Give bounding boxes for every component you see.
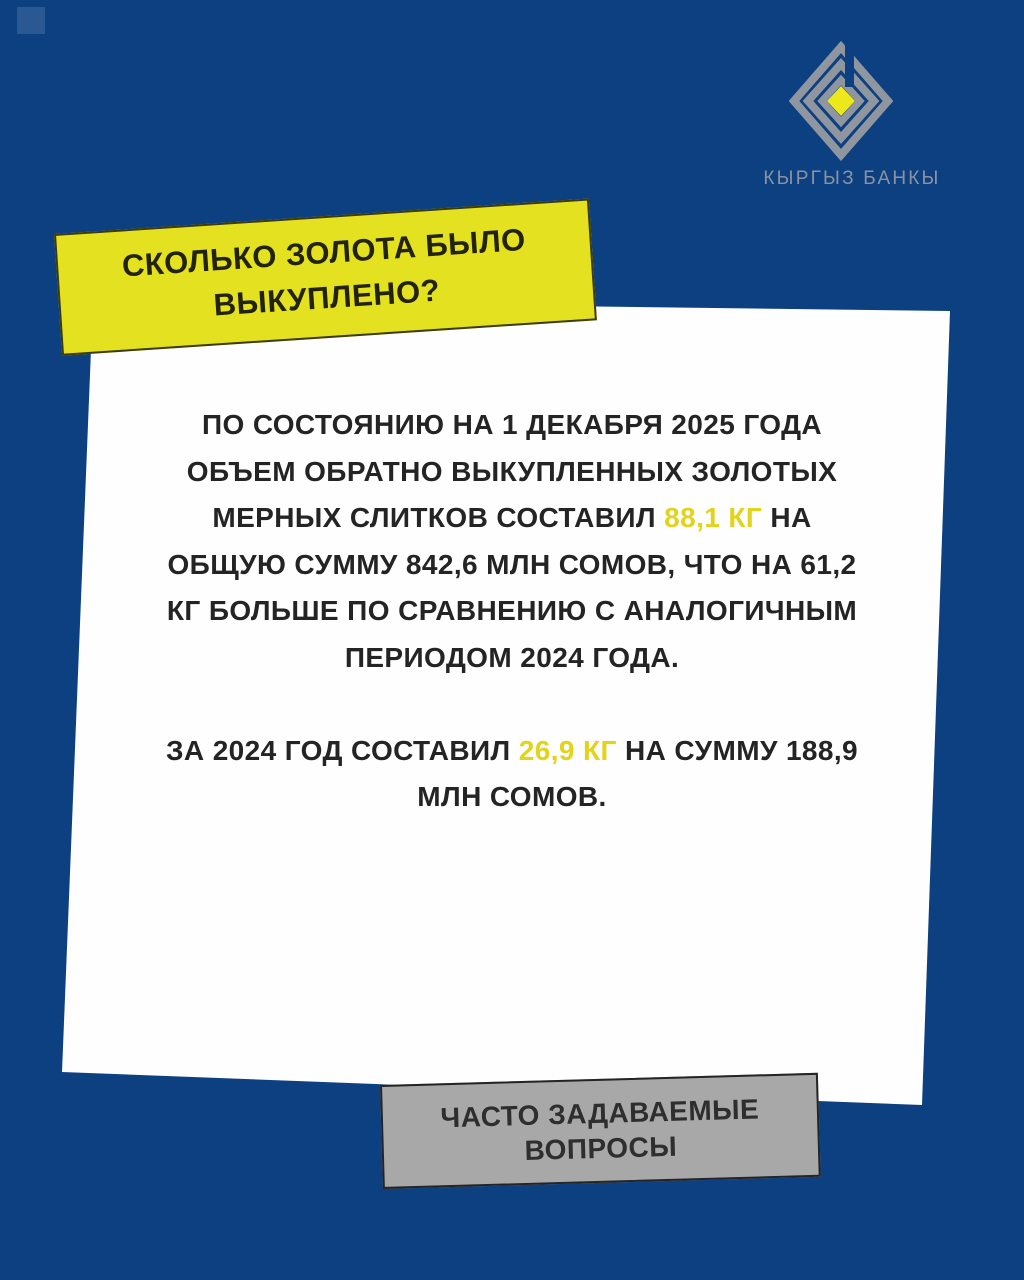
card-text-line xyxy=(132,588,892,635)
card-text-line xyxy=(132,774,892,821)
card-text-segment: МЛН СОМОВ. xyxy=(417,781,607,812)
logo-wordmark: КЫРГЫЗ БАНКЫ xyxy=(763,168,941,189)
card-text-line xyxy=(132,449,892,496)
card-text xyxy=(132,402,892,821)
nested-diamonds-icon xyxy=(789,40,893,162)
highlighted-value: 88,1 КГ xyxy=(664,502,763,533)
corner-artifact xyxy=(17,7,45,34)
card-text-segment: НА xyxy=(762,502,812,533)
card-text-segment: ОБЩУЮ СУММУ 842,6 МЛН СОМОВ, ЧТО НА 61,2 xyxy=(167,548,857,580)
highlighted-value: 26,9 КГ xyxy=(518,734,617,766)
card-text-segment: МЕРНЫХ СЛИТКОВ СОСТАВИЛ xyxy=(212,502,665,533)
card-text-line xyxy=(132,635,892,682)
footer-banner-line2: ВОПРОСЫ xyxy=(524,1130,678,1166)
card-text-segment: КГ БОЛЬШЕ ПО СРАВНЕНИЮ С АНАЛОГИЧНЫМ xyxy=(166,595,858,626)
card-text-line xyxy=(132,542,892,589)
bank-logo xyxy=(740,36,964,196)
card-text-line xyxy=(132,495,892,542)
card-text-line xyxy=(132,728,892,775)
question-banner-line2: ВЫКУПЛЕНО? xyxy=(212,272,442,323)
footer-banner xyxy=(380,1073,821,1189)
footer-banner-line1: ЧАСТО ЗАДАВАЕМЫЕ xyxy=(440,1093,760,1134)
card-text-segment: ПЕРИОДОМ 2024 ГОДА. xyxy=(344,641,680,673)
card-text-segment: ЗА 2024 ГОД СОСТАВИЛ xyxy=(165,734,519,766)
card-text-line xyxy=(132,402,892,449)
card-text-line xyxy=(132,681,892,728)
card-text-segment: ПО СОСТОЯНИЮ НА 1 ДЕКАБРЯ 2025 ГОДА xyxy=(201,409,823,440)
card-text-segment: НА СУММУ 188,9 xyxy=(616,734,859,766)
question-banner-line1: СКОЛЬКО ЗОЛОТА БЫЛО xyxy=(120,221,527,284)
card-text-segment: ОБЪЕМ ОБРАТНО ВЫКУПЛЕННЫХ ЗОЛОТЫХ xyxy=(186,455,838,487)
